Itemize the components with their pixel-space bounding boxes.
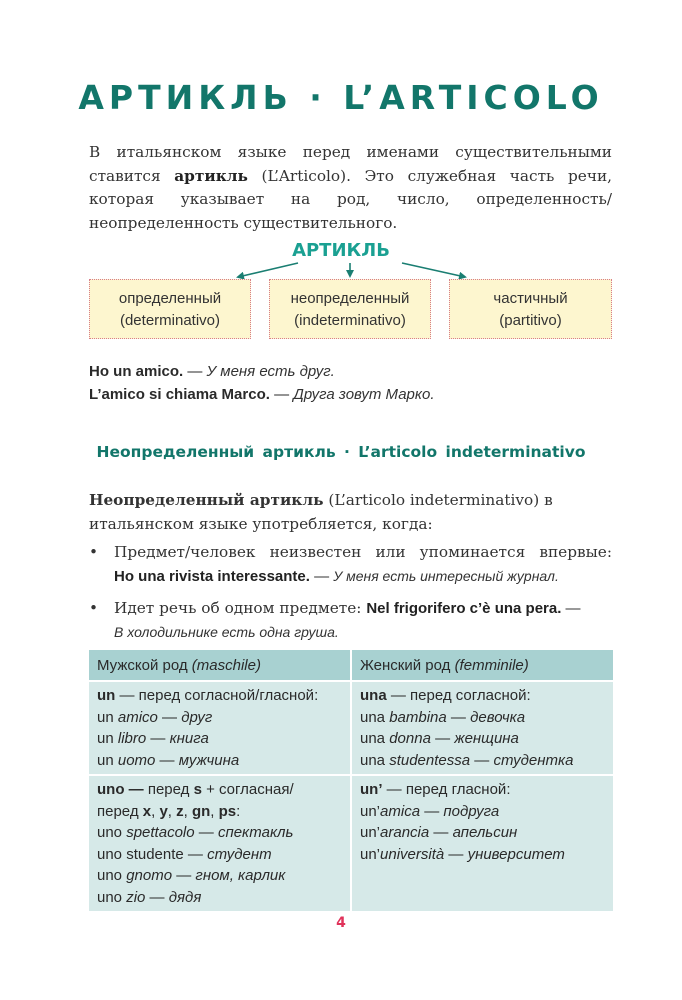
example-line — [89, 386, 435, 403]
example-line — [360, 750, 605, 772]
arrow-right-icon — [402, 263, 465, 277]
translation: студент — [207, 845, 272, 863]
example-translation: В холодильнике есть одна груша. — [114, 623, 339, 640]
box-label-it: (indeterminativo) — [294, 312, 406, 329]
example-line — [97, 707, 342, 729]
example-part: Ho — [114, 567, 139, 585]
box-label-ru: определенный — [118, 290, 222, 307]
cell-un — [89, 681, 351, 775]
noun: gnomo — [126, 867, 173, 884]
translation: женщина — [454, 730, 519, 747]
dash: — — [183, 363, 207, 380]
cell-un-apostrophe — [351, 775, 613, 912]
page-number: 4 — [336, 915, 346, 931]
noun: studentessa — [389, 751, 471, 769]
bullet-icon: • — [89, 599, 99, 617]
intro-text: В итальянском языке перед именами существительными ставится — [89, 143, 612, 185]
rule-text: + согласная/ — [201, 781, 294, 798]
rule-line — [97, 685, 342, 707]
article: uno — [97, 888, 127, 906]
cell-uno — [89, 775, 351, 912]
noun: amica — [380, 802, 421, 820]
bullet-item — [89, 541, 612, 588]
dash: — — [470, 751, 494, 769]
rule-line — [360, 779, 605, 801]
translation: девочка — [470, 708, 526, 726]
example-line — [89, 363, 335, 380]
articles-table — [89, 650, 613, 913]
article: un’ — [360, 824, 381, 841]
article: una — [360, 708, 390, 726]
translation: гном, карлик — [195, 867, 286, 884]
example-line — [360, 844, 605, 866]
article: un’ — [360, 845, 381, 863]
rule-line — [360, 685, 605, 707]
letter: x — [142, 802, 152, 820]
noun: università — [380, 845, 445, 863]
noun: donna — [389, 730, 431, 747]
example-line — [97, 844, 342, 866]
article: uno — [97, 867, 127, 884]
box-label-ru: частичный — [493, 290, 568, 307]
dash: — — [446, 708, 471, 726]
example-article: una — [494, 600, 522, 617]
example-part: pera. — [521, 600, 562, 617]
bullet-item — [89, 597, 612, 644]
dash: — — [183, 845, 208, 863]
rule-text: перед — [97, 802, 143, 820]
rule-line — [97, 779, 342, 801]
example-translation: У меня есть друг. — [206, 363, 335, 380]
translation: друг — [181, 708, 213, 726]
dash: — — [269, 386, 294, 403]
box-label-it: (partitivo) — [499, 312, 562, 329]
example-part: rivista interessante. — [164, 567, 310, 585]
section-title: Неопределенный артикль · L’articolo indeterminativo — [96, 443, 586, 461]
translation: дядя — [168, 888, 202, 906]
translation: университет — [467, 845, 565, 863]
translation: спектакль — [217, 824, 294, 841]
header-feminine — [351, 650, 613, 681]
bullet-example — [114, 565, 612, 589]
bullet-text: Предмет/человек неизвестен или упоминается впервые: — [114, 543, 612, 561]
article: un — [97, 730, 118, 747]
example-italian: Ho un amico. — [89, 363, 184, 380]
page-title: АРТИКЛЬ · L’ARTICOLO — [78, 78, 604, 117]
article: un’ — [360, 802, 381, 820]
article: uno — [97, 824, 127, 841]
noun: uomo — [117, 751, 156, 769]
example-line — [97, 728, 342, 750]
dash: — — [429, 824, 453, 841]
letter: ps — [218, 802, 237, 820]
letter: z — [176, 802, 184, 820]
translation: подруга — [443, 802, 500, 820]
dash: — — [145, 888, 169, 906]
article: un’ — [360, 781, 383, 798]
example-line — [97, 750, 342, 772]
cell-una — [351, 681, 613, 775]
diagram-box-determinativo — [89, 279, 251, 339]
example-translation: Друга зовут Марко. — [293, 386, 435, 403]
noun: libro — [117, 730, 147, 747]
rule-line: перед x, y, z, gn, ps: — [97, 802, 241, 820]
example-italian: L’amico si chiama Marco. — [89, 386, 270, 403]
bullet-text: Идет речь об одном предмете: — [114, 599, 367, 617]
section-text: (L’articolo indeterminativo) в итальянском языке употребляется, когда: — [89, 491, 553, 533]
example-part: Nel frigorifero c’è — [366, 600, 495, 617]
rule-text: — перед гласной: — [382, 781, 511, 798]
letter: y — [159, 802, 168, 820]
translation: апельсин — [452, 824, 518, 841]
bullet-text-line — [114, 597, 612, 621]
table-header-row — [89, 650, 613, 681]
section-paragraph — [89, 489, 612, 536]
article: uno — — [97, 781, 144, 798]
intro-text-rest: (L’Articolo). Это служебная часть речи, которая указывает на род, число, определенность/неопределенность существительного. — [89, 166, 613, 232]
diagram-box-partitivo — [449, 279, 612, 339]
rule-text: — перед согласной/гласной: — [115, 687, 319, 704]
header-masculine — [89, 650, 351, 681]
dash: — — [561, 600, 581, 617]
intro-keyword: артикль — [174, 166, 248, 185]
article: un — [97, 708, 118, 726]
letter: gn — [191, 802, 211, 820]
article: uno — [97, 845, 127, 863]
dash: — — [430, 730, 455, 747]
example-translation: У меня есть интересный журнал. — [333, 567, 559, 584]
dash: — — [194, 824, 218, 841]
dash: — — [172, 867, 196, 884]
noun: zio — [126, 888, 146, 906]
translation: книга — [169, 730, 209, 747]
bullet-icon: • — [89, 543, 99, 561]
diagram-heading: АРТИКЛЬ — [292, 240, 390, 261]
section-keyword: Неопределенный артикль — [89, 491, 324, 509]
article: una — [360, 730, 390, 747]
example-line — [360, 728, 605, 750]
header-label: Женский род — [360, 656, 455, 674]
translation: студентка — [493, 751, 574, 769]
article: una — [360, 687, 387, 704]
dash: — — [155, 751, 179, 769]
article: una — [360, 751, 390, 769]
translation: мужчина — [178, 751, 240, 769]
dash: — — [420, 802, 444, 820]
example-line — [97, 887, 342, 909]
box-label-it: (determinativo) — [119, 312, 221, 329]
example-line — [97, 822, 342, 844]
diagram-arrows — [0, 0, 682, 300]
article: un — [97, 751, 118, 769]
rule-text: перед — [143, 781, 194, 798]
noun: amico — [117, 708, 158, 726]
example-line — [360, 801, 605, 823]
box-label-ru: неопределенный — [290, 290, 410, 307]
article: un — [97, 687, 116, 704]
dash: — — [444, 845, 468, 863]
noun: arancia — [380, 824, 430, 841]
dash: — — [146, 730, 170, 747]
diagram-box-indeterminativo — [269, 279, 431, 339]
noun: studente — [126, 845, 184, 863]
rule-text: — перед согласной: — [386, 687, 531, 704]
noun: bambina — [389, 708, 447, 726]
example-line — [360, 707, 605, 729]
table-row — [89, 775, 613, 912]
header-italian: (maschile) — [191, 656, 261, 674]
example-line — [360, 822, 605, 844]
table-row — [89, 681, 613, 775]
example-article: una — [138, 567, 165, 585]
noun: spettacolo — [126, 824, 195, 841]
letter: s — [193, 781, 202, 798]
dash: — — [309, 567, 334, 585]
header-label: Мужской род — [97, 656, 192, 674]
dash: — — [157, 708, 182, 726]
example-line — [97, 865, 342, 887]
arrow-left-icon — [238, 263, 298, 277]
header-italian: (femminile) — [454, 656, 529, 674]
